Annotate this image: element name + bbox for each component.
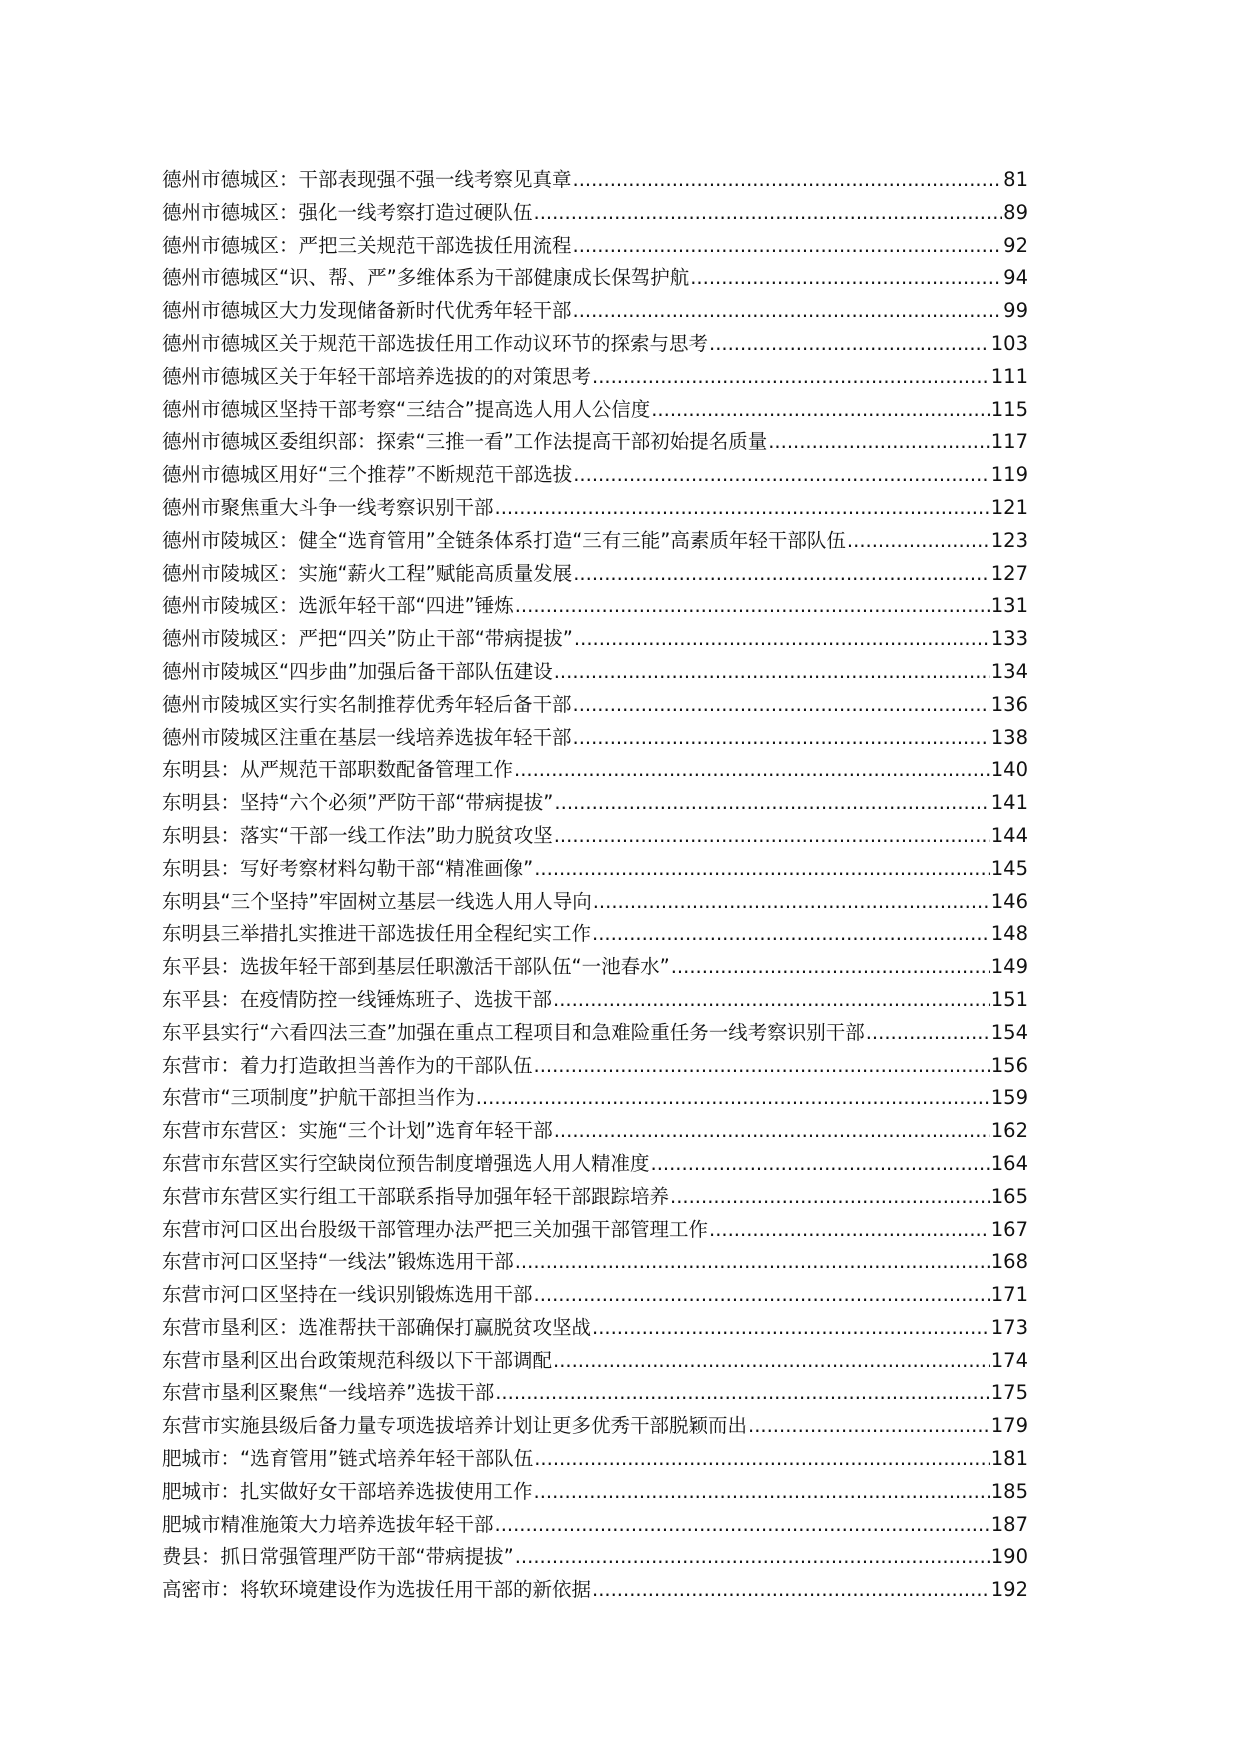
toc-dot-leader (495, 1509, 990, 1542)
toc-dot-leader (534, 853, 990, 886)
toc-entry-title: 德州市陵城区实行实名制推荐优秀年轻后备干部 (162, 692, 572, 716)
toc-dot-leader (573, 689, 990, 722)
toc-entry[interactable] (162, 361, 1028, 394)
toc-dot-leader (690, 262, 1002, 295)
toc-entry[interactable] (162, 328, 1028, 361)
toc-dot-leader (515, 1541, 990, 1574)
toc-entry-page-number: 138 (990, 725, 1028, 749)
toc-entry[interactable] (162, 558, 1028, 591)
toc-entry-page-number: 171 (990, 1283, 1028, 1307)
toc-entry-page-number: 141 (990, 791, 1028, 815)
toc-entry[interactable] (162, 951, 1028, 984)
toc-entry-page-number: 89 (1003, 200, 1028, 224)
toc-entry-title: 东明县：写好考察材料勾勒干部“精准画像” (162, 856, 534, 880)
toc-entry-title: 东营市：着力打造敢担当善作为的干部队伍 (162, 1053, 533, 1077)
toc-entry-page-number: 119 (990, 463, 1028, 487)
toc-entry-title: 肥城市：扎实做好女干部培养选拔使用工作 (162, 1479, 533, 1503)
toc-entry-page-number: 92 (1003, 233, 1028, 257)
toc-entry-title: 德州市德城区坚持干部考察“三结合”提高选人用人公信度 (162, 397, 651, 421)
toc-dot-leader (709, 328, 990, 361)
toc-entry-title: 东营市东营区实行空缺岗位预告制度增强选人用人精准度 (162, 1151, 650, 1175)
toc-entry-title: 德州市陵城区注重在基层一线培养选拔年轻干部 (162, 725, 572, 749)
toc-entry-page-number: 185 (990, 1479, 1028, 1503)
toc-entry-page-number: 115 (990, 397, 1028, 421)
toc-dot-leader (514, 754, 990, 787)
toc-entry-page-number: 174 (990, 1348, 1028, 1372)
toc-entry-title: 德州市德城区“识、帮、严”多维体系为干部健康成长保驾护航 (162, 266, 690, 290)
toc-entry-title: 德州市聚焦重大斗争一线考察识别干部 (162, 495, 494, 519)
toc-entry[interactable] (162, 295, 1028, 328)
toc-dot-leader (515, 590, 990, 623)
toc-entry-title: 德州市德城区关于规范干部选拔任用工作动议环节的探索与思考 (162, 331, 709, 355)
toc-entry-title: 德州市陵城区：选派年轻干部“四进”锤炼 (162, 594, 514, 618)
toc-dot-leader (671, 951, 990, 984)
toc-entry[interactable] (162, 1214, 1028, 1247)
toc-entry[interactable] (162, 1115, 1028, 1148)
toc-entry-page-number: 121 (990, 495, 1028, 519)
toc-entry-title: 东平县实行“六看四法三查”加强在重点工程项目和急难险重任务一线考察识别干部 (162, 1020, 865, 1044)
toc-entry-title: 德州市德城区委组织部：探索“三推一看”工作法提高干部初始提名质量 (162, 430, 768, 454)
toc-entry-page-number: 148 (990, 922, 1028, 946)
toc-entry-title: 德州市德城区：严把三关规范干部选拔任用流程 (162, 233, 572, 257)
toc-entry[interactable] (162, 492, 1028, 525)
toc-entry-page-number: 127 (990, 561, 1028, 585)
toc-entry-title: 德州市德城区关于年轻干部培养选拔的的对策思考 (162, 364, 592, 388)
toc-dot-leader (768, 426, 990, 459)
toc-entry-title: 德州市德城区用好“三个推荐”不断规范干部选拔 (162, 463, 573, 487)
toc-dot-leader (554, 787, 989, 820)
toc-dot-leader (553, 984, 990, 1017)
toc-entry[interactable] (162, 197, 1028, 230)
toc-dot-leader (592, 1574, 990, 1607)
toc-entry-page-number: 140 (990, 758, 1028, 782)
toc-entry[interactable] (162, 1476, 1028, 1509)
toc-entry-page-number: 168 (990, 1250, 1028, 1274)
toc-entry[interactable] (162, 853, 1028, 886)
toc-entry-page-number: 111 (990, 364, 1028, 388)
toc-entry[interactable] (162, 754, 1028, 787)
toc-entry-page-number: 134 (990, 659, 1028, 683)
toc-entry-title: 东明县三举措扎实推进干部选拔任用全程纪实工作 (162, 922, 592, 946)
toc-dot-leader (554, 820, 990, 853)
toc-entry[interactable] (162, 1050, 1028, 1083)
toc-dot-leader (573, 164, 1003, 197)
toc-entry-page-number: 149 (990, 955, 1028, 979)
toc-dot-leader (651, 1148, 990, 1181)
toc-dot-leader (574, 623, 990, 656)
toc-entry-title: 东营市实施县级后备力量专项选拔培养计划让更多优秀干部脱颖而出 (162, 1414, 748, 1438)
toc-entry-title: 东营市河口区坚持“一线法”锻炼选用干部 (162, 1250, 514, 1274)
toc-entry-page-number: 156 (990, 1053, 1028, 1077)
toc-entry[interactable] (162, 1410, 1028, 1443)
toc-dot-leader (573, 459, 990, 492)
toc-entry[interactable] (162, 1345, 1028, 1378)
toc-entry[interactable] (162, 918, 1028, 951)
toc-dot-leader (709, 1214, 990, 1247)
toc-entry-page-number: 190 (990, 1545, 1028, 1569)
toc-entry-title: 德州市陵城区：实施“薪火工程”赋能高质量发展 (162, 561, 573, 585)
toc-entry[interactable] (162, 1181, 1028, 1214)
toc-entry[interactable] (162, 787, 1028, 820)
toc-entry-title: 肥城市精准施策大力培养选拔年轻干部 (162, 1512, 494, 1536)
toc-entry-page-number: 99 (1003, 299, 1028, 323)
toc-entry-title: 东营市河口区坚持在一线识别锻炼选用干部 (162, 1283, 533, 1307)
toc-entry-title: 东明县：落实“干部一线工作法”助力脱贫攻坚 (162, 823, 553, 847)
toc-entry-page-number: 162 (990, 1119, 1028, 1143)
toc-entry-title: 东营市垦利区：选准帮扶干部确保打赢脱贫攻坚战 (162, 1315, 592, 1339)
toc-entry-title: 东营市“三项制度”护航干部担当作为 (162, 1086, 475, 1110)
toc-entry-title: 东平县：在疫情防控一线锤炼班子、选拔干部 (162, 987, 553, 1011)
toc-entry-page-number: 173 (990, 1315, 1028, 1339)
toc-dot-leader (651, 394, 990, 427)
toc-dot-leader (573, 558, 990, 591)
toc-entry[interactable] (162, 820, 1028, 853)
toc-entry[interactable] (162, 1541, 1028, 1574)
toc-entry[interactable] (162, 1312, 1028, 1345)
toc-dot-leader (573, 295, 1003, 328)
toc-entry-title: 德州市德城区大力发现储备新时代优秀年轻干部 (162, 299, 572, 323)
toc-entry[interactable] (162, 689, 1028, 722)
toc-entry[interactable] (162, 1377, 1028, 1410)
toc-entry-title: 东明县“三个坚持”牢固树立基层一线选人用人导向 (162, 889, 592, 913)
toc-entry-title: 德州市德城区：干部表现强不强一线考察见真章 (162, 168, 572, 191)
toc-entry-page-number: 131 (990, 594, 1028, 618)
toc-entry[interactable] (162, 1246, 1028, 1279)
toc-dot-leader (515, 1246, 990, 1279)
toc-entry[interactable] (162, 656, 1028, 689)
toc-entry-title: 东明县：坚持“六个必须”严防干部“带病提拔” (162, 791, 554, 815)
toc-entry-page-number: 123 (990, 528, 1028, 552)
toc-dot-leader (534, 1279, 990, 1312)
toc-dot-leader (592, 918, 990, 951)
toc-entry-page-number: 103 (990, 331, 1028, 355)
toc-entry[interactable] (162, 590, 1028, 623)
toc-dot-leader (866, 1017, 990, 1050)
toc-entry-title: 高密市：将软环境建设作为选拔任用干部的新依据 (162, 1578, 592, 1602)
toc-dot-leader (573, 722, 990, 755)
toc-entry[interactable] (162, 1148, 1028, 1181)
toc-entry[interactable] (162, 623, 1028, 656)
toc-entry[interactable] (162, 525, 1028, 558)
toc-entry[interactable] (162, 886, 1028, 919)
toc-entry-page-number: 94 (1003, 266, 1028, 290)
toc-entry[interactable] (162, 984, 1028, 1017)
toc-entry[interactable] (162, 1279, 1028, 1312)
toc-entry-page-number: 187 (990, 1512, 1028, 1536)
toc-entry-page-number: 154 (990, 1020, 1028, 1044)
toc-dot-leader (592, 361, 990, 394)
toc-entry[interactable] (162, 262, 1028, 295)
toc-entry-title: 东平县：选拔年轻干部到基层任职激活干部队伍“一池春水” (162, 955, 670, 979)
toc-entry-title: 东营市垦利区聚焦“一线培养”选拔干部 (162, 1381, 495, 1405)
toc-entry[interactable] (162, 722, 1028, 755)
toc-entry-page-number: 165 (990, 1184, 1028, 1208)
toc-entry-title: 肥城市：“选育管用”链式培养年轻干部队伍 (162, 1447, 534, 1471)
toc-entry-page-number: 159 (990, 1086, 1028, 1110)
toc-entry[interactable] (162, 426, 1028, 459)
toc-entry-title: 德州市陵城区：严把“四关”防止干部“带病提拔” (162, 627, 573, 651)
toc-entry-page-number: 192 (990, 1578, 1028, 1602)
toc-entry-title: 东营市东营区：实施“三个计划”选育年轻干部 (162, 1119, 553, 1143)
toc-entry-page-number: 167 (990, 1217, 1028, 1241)
toc-entry-page-number: 136 (990, 692, 1028, 716)
toc-entry-title: 德州市德城区：强化一线考察打造过硬队伍 (162, 200, 533, 224)
toc-dot-leader (553, 1345, 990, 1378)
toc-entry-page-number: 146 (990, 889, 1028, 913)
toc-dot-leader (495, 1377, 990, 1410)
toc-dot-leader (534, 1443, 990, 1476)
toc-entry[interactable] (162, 1017, 1028, 1050)
toc-entry-page-number: 133 (990, 627, 1028, 651)
toc-dot-leader (495, 492, 990, 525)
toc-entry-title: 东明县：从严规范干部职数配备管理工作 (162, 758, 514, 782)
toc-entry-page-number: 164 (990, 1151, 1028, 1175)
toc-entry-page-number: 181 (990, 1447, 1028, 1471)
toc-entry-title: 东营市东营区实行组工干部联系指导加强年轻干部跟踪培养 (162, 1184, 670, 1208)
toc-dot-leader (748, 1410, 990, 1443)
toc-entry-page-number: 175 (990, 1381, 1028, 1405)
toc-entry-title: 东营市垦利区出台政策规范科级以下干部调配 (162, 1348, 553, 1372)
toc-entry-page-number: 81 (1003, 168, 1028, 191)
toc-dot-leader (534, 197, 1003, 230)
toc-entry[interactable] (162, 164, 1028, 197)
toc-entry-page-number: 145 (990, 856, 1028, 880)
toc-dot-leader (670, 1181, 990, 1214)
toc-entry[interactable] (162, 230, 1028, 263)
toc-entry[interactable] (162, 459, 1028, 492)
toc-entry-title: 费县：抓日常强管理严防干部“带病提拔” (162, 1545, 514, 1569)
toc-dot-leader (534, 1476, 990, 1509)
toc-dot-leader (534, 1050, 990, 1083)
toc-dot-leader (593, 886, 990, 919)
toc-entry-page-number: 179 (990, 1414, 1028, 1438)
toc-entry-page-number: 151 (990, 987, 1028, 1011)
toc-dot-leader (573, 230, 1003, 263)
toc-entry[interactable] (162, 1509, 1028, 1542)
toc-entry[interactable] (162, 1082, 1028, 1115)
toc-entry[interactable] (162, 1443, 1028, 1476)
toc-entry-title: 东营市河口区出台股级干部管理办法严把三关加强干部管理工作 (162, 1217, 709, 1241)
toc-entry-title: 德州市陵城区“四步曲”加强后备干部队伍建设 (162, 659, 553, 683)
toc-dot-leader (847, 525, 990, 558)
table-of-contents (162, 164, 1028, 1607)
toc-entry[interactable] (162, 1574, 1028, 1607)
toc-entry-page-number: 144 (990, 823, 1028, 847)
toc-dot-leader (554, 656, 990, 689)
toc-entry-title: 德州市陵城区：健全“选育管用”全链条体系打造“三有三能”高素质年轻干部队伍 (162, 528, 846, 552)
toc-dot-leader (476, 1082, 990, 1115)
toc-dot-leader (592, 1312, 990, 1345)
toc-entry-page-number: 117 (990, 430, 1028, 454)
toc-dot-leader (554, 1115, 990, 1148)
toc-entry[interactable] (162, 394, 1028, 427)
